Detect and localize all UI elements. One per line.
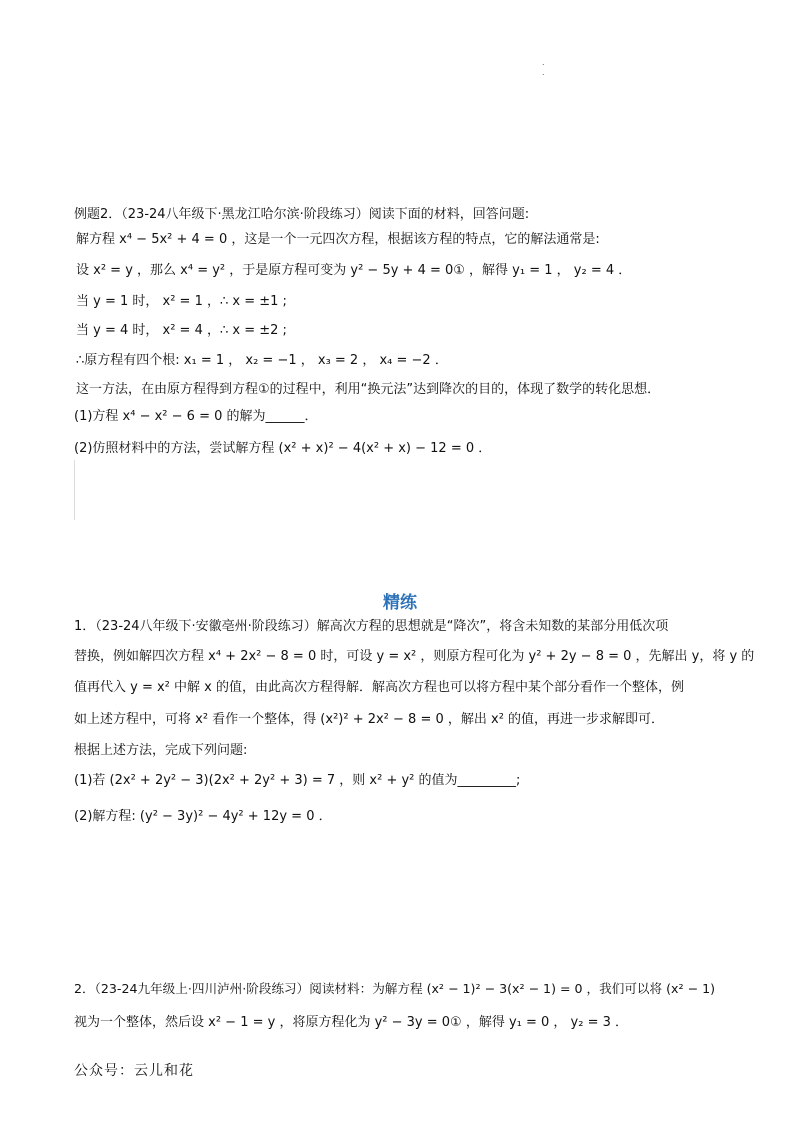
example2-line3: 当 y = 1 时， x² = 1 ，∴ x = ±1 ;	[76, 294, 287, 309]
exercise1-line3: 值再代入 y = x² 中解 x 的值，由此高次方程得解．解高次方程也可以将方程中某个部分看作一个整体，例	[74, 680, 684, 695]
exercise2-line1: 2．（23-24九年级上·四川泸州·阶段练习）阅读材料：为解方程 (x² − 1)² − 3(x² − 1) = 0 ，我们可以将 (x² − 1)	[74, 981, 716, 996]
example2-line2: 设 x² = y ，那么 x⁴ = y² ，于是原方程可变为 y² − 5y + 4 = 0① ，解得 y₁ = 1 ， y₂ = 4 ．	[76, 263, 632, 278]
margin-rule	[74, 460, 75, 520]
exercise1-line2: 替换，例如解四次方程 x⁴ + 2x² − 8 = 0 时，可设 y = x² ，则原方程可化为 y² + 2y − 8 = 0 ，先解出 y，将 y 的	[74, 649, 755, 664]
example2-line1: 解方程 x⁴ − 5x² + 4 = 0 ，这是一个一元四次方程，根据该方程的特点，它的解法通常是:	[76, 232, 600, 247]
section-title: 精练	[383, 593, 417, 613]
corner-marks: . .	[542, 58, 545, 77]
footer-account: 公众号：云儿和花	[74, 1063, 194, 1079]
exercise1-line1: 1．（23-24八年级下·安徽亳州·阶段练习）解高次方程的思想就是“降次”，将含未知数的某部分用低次项	[74, 619, 669, 634]
exercise1-line5: 根据上述方法，完成下列问题:	[74, 743, 248, 758]
example2-header: 例题2．（23-24八年级下·黑龙江哈尔滨·阶段练习）阅读下面的材料，回答问题:	[74, 207, 530, 222]
example2-question1: (1)方程 x⁴ − x² − 6 = 0 的解为______．	[74, 409, 318, 424]
exercise1-question1: (1)若 (2x² + 2y² − 3)(2x² + 2y² + 3) = 7 ，则 x² + y² 的值为_________;	[74, 773, 521, 788]
example2-line5: ∴原方程有四个根: x₁ = 1 ， x₂ = −1 ， x₃ = 2 ， x₄ = −2 ．	[76, 353, 448, 368]
example2-question2: (2)仿照材料中的方法，尝试解方程 (x² + x)² − 4(x² + x) − 12 = 0 ．	[74, 441, 492, 456]
exercise1-line4: 如上述方程中，可将 x² 看作一个整体，得 (x²)² + 2x² − 8 = 0 ，解出 x² 的值，再进一步求解即可．	[74, 712, 665, 727]
exercise1-question2: (2)解方程: (y² − 3y)² − 4y² + 12y = 0 ．	[74, 809, 332, 824]
example2-line4: 当 y = 4 时， x² = 4 ，∴ x = ±2 ;	[76, 323, 287, 338]
example2-line6: 这一方法，在由原方程得到方程①的过程中，利用“换元法”达到降次的目的，体现了数学的转化思想．	[76, 382, 661, 397]
exercise2-line2: 视为一个整体，然后设 x² − 1 = y ，将原方程化为 y² − 3y = 0① ，解得 y₁ = 0 ， y₂ = 3 ．	[74, 1015, 629, 1030]
